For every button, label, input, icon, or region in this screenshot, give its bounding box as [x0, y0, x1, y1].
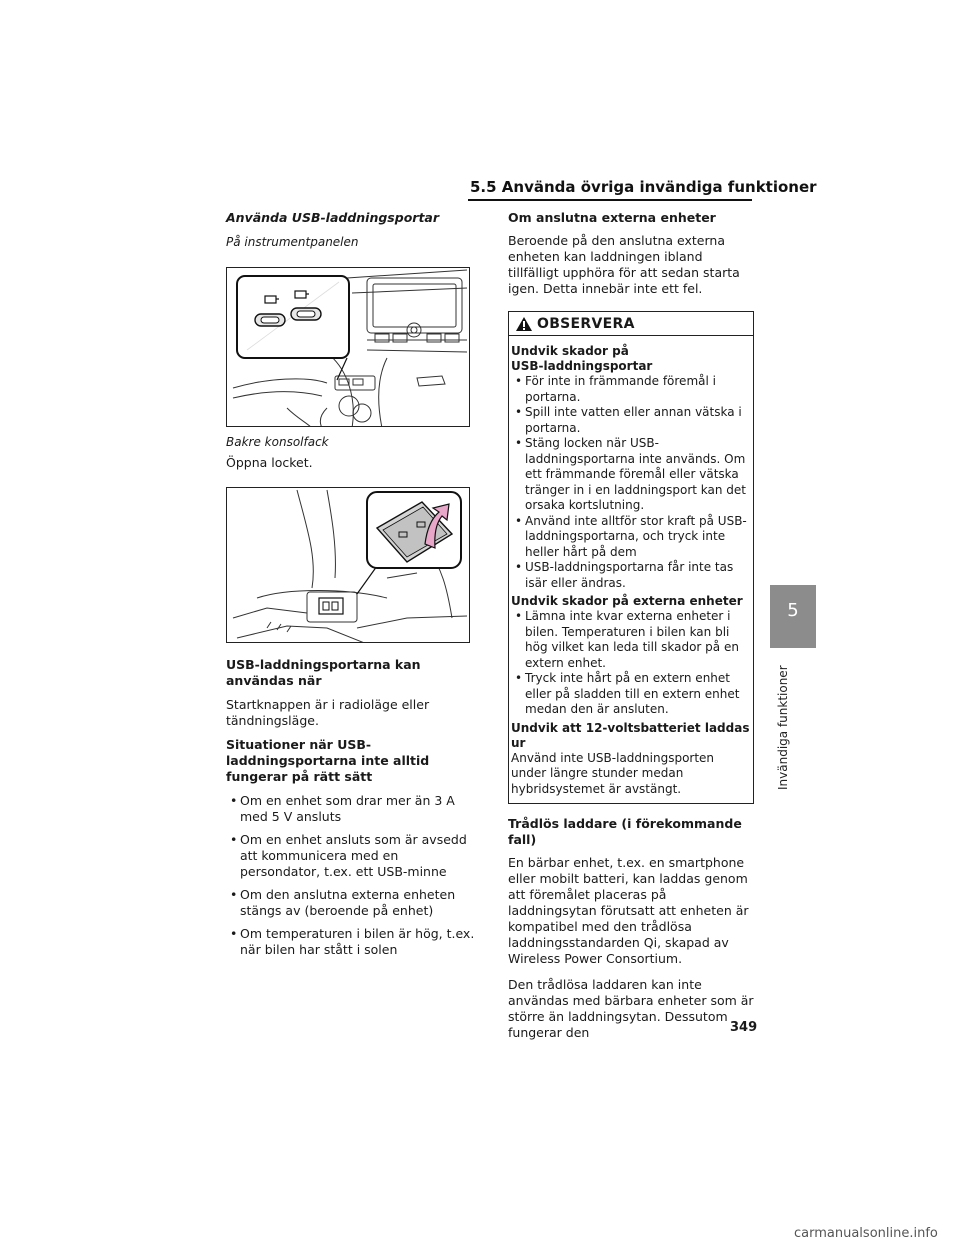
chapter-number: 5 — [787, 600, 799, 621]
list-item: • Om temperaturen i bilen är hög, t.ex. när bilen har stått i solen — [226, 926, 476, 958]
usb-ports-heading: Använda USB-laddningsportar — [226, 210, 440, 225]
chapter-label: Invändiga funktioner — [776, 665, 790, 790]
rear-console-usb-illustration — [226, 487, 470, 643]
list-item: • För inte in främmande föremål i portarna. — [511, 374, 751, 405]
observera-heading-battery: Undvik att 12-voltsbatteriet laddas ur — [511, 720, 750, 750]
chapter-label-container — [762, 660, 790, 790]
observera-box — [508, 311, 754, 804]
observera-title: OBSERVERA — [537, 315, 635, 332]
observera-body — [509, 336, 753, 803]
rear-console-subheading: Bakre konsolfack — [226, 435, 329, 449]
wireless-charger-heading: Trådlös laddare (i förekommande fall) — [508, 816, 742, 847]
list-item: • Använd inte alltför stor kraft på USB-laddningsportarna, och tryck inte heller hårt på dem — [511, 514, 751, 561]
wireless-charger-text-2: Den trådlösa laddaren kan inte användas med bärbara enheter som är större än laddningsytan. Dessutom fungerar den — [508, 977, 754, 1040]
situations-heading: Situationer när USB-laddningsportarna inte alltid fungerar på rätt sätt — [226, 737, 430, 784]
list-item: • Om den anslutna externa enheten stängs av (beroende på enhet) — [226, 887, 476, 919]
right-column — [508, 210, 754, 1041]
list-item: • Om en enhet som drar mer än 3 A med 5 V ansluts — [226, 793, 476, 825]
section-header-title: 5.5 Använda övriga invändiga funktioner — [470, 178, 817, 196]
observera-heading-ports: Undvik skador på USB-laddningsportar — [511, 344, 653, 373]
warning-triangle-icon — [515, 316, 533, 332]
situations-list — [226, 793, 476, 958]
observera-battery-text: Använd inte USB-laddningsporten under längre stunder medan hybridsystemet är avstängt. — [511, 750, 715, 796]
watermark: carmanualsonline.info — [794, 1226, 938, 1241]
list-item: • Lämna inte kvar externa enheter i bilen. Temperaturen i bilen kan bli hög vilket kan leda till skador på en extern enhet. — [511, 609, 751, 671]
observera-heading-devices: Undvik skador på externa enheter — [511, 594, 743, 608]
observera-header — [509, 312, 753, 336]
list-item: • USB-laddningsportarna får inte tas isär eller ändras. — [511, 560, 751, 591]
usable-heading: USB-laddningsportarna kan användas när — [226, 657, 421, 688]
left-column — [226, 210, 476, 965]
header-rule — [468, 199, 752, 201]
connected-devices-text: Beroende på den anslutna externa enheten kan laddningen ibland tillfälligt upphöra för att sedan starta igen. Detta innebär inte ett fel. — [508, 233, 740, 296]
dashboard-subheading: På instrumentpanelen — [226, 235, 359, 249]
list-item: • Om en enhet ansluts som är avsedd att kommunicera med en persondator, t.ex. ett USB-minne — [226, 832, 476, 880]
page-number: 349 — [730, 1020, 758, 1035]
list-item: • Tryck inte hårt på en extern enhet eller på sladden till en extern enhet medan den är ansluten. — [511, 671, 751, 718]
dashboard-usb-illustration — [226, 267, 470, 427]
usable-text: Startknappen är i radioläge eller tändningsläge. — [226, 697, 430, 728]
list-item: • Stäng locken när USB-laddningsportarna inte används. Om ett främmande föremål eller vätska tränger in i en laddningsport kan det orsaka kortslutning. — [511, 436, 751, 514]
connected-devices-heading: Om anslutna externa enheter — [508, 210, 716, 225]
observera-list-devices — [511, 609, 751, 718]
list-item: • Spill inte vatten eller annan vätska i portarna. — [511, 405, 751, 436]
wireless-charger-text-1: En bärbar enhet, t.ex. en smartphone eller mobilt batteri, kan laddas genom att föremålet placeras på laddningsytan förutsatt att enheten är kompatibel med den trådlösa laddningsstandarden Qi, skapad av Wireless Power Consortium. — [508, 855, 749, 966]
open-lid-text: Öppna locket. — [226, 455, 313, 470]
observera-list-ports — [511, 374, 751, 591]
